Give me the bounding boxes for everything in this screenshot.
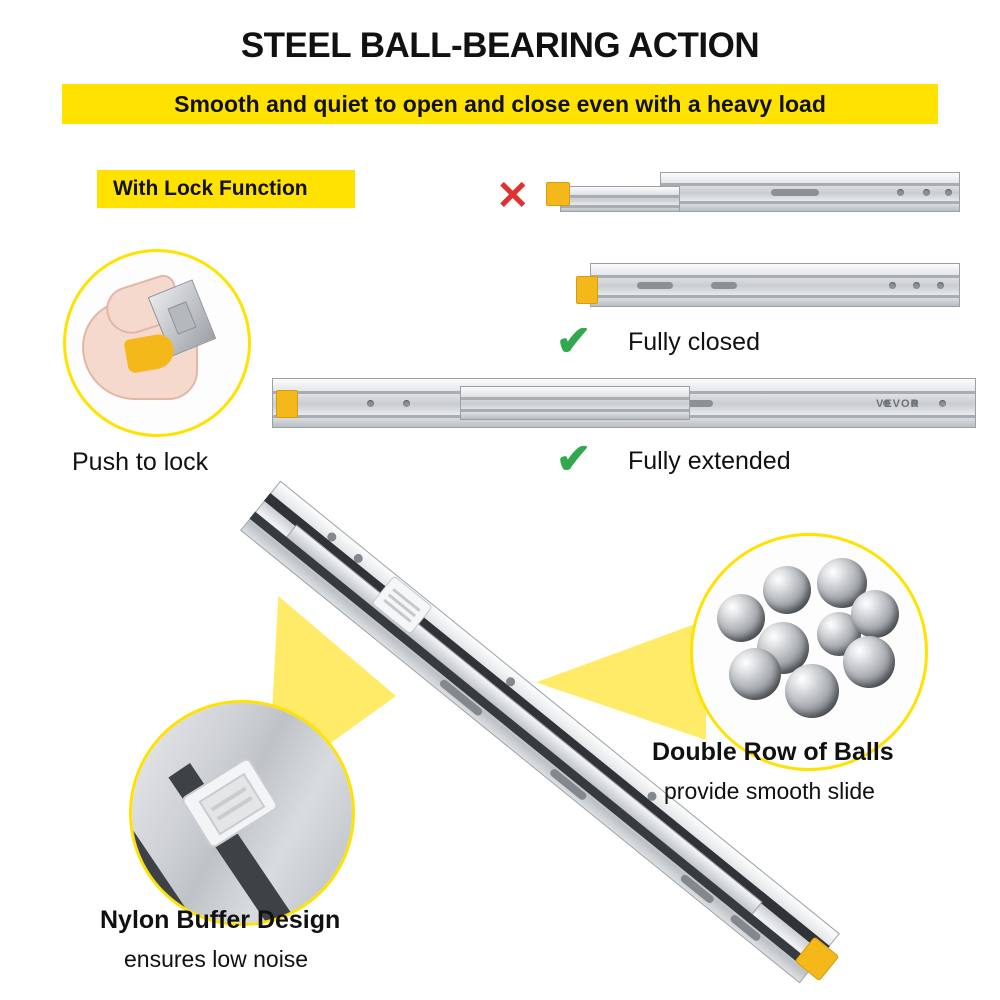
rail-hole bbox=[897, 189, 904, 196]
yellow-lock-tab bbox=[276, 390, 298, 418]
rail-hole bbox=[937, 282, 944, 289]
rail-hole bbox=[367, 400, 374, 407]
rail-inner-extended bbox=[460, 386, 690, 420]
yellow-lock-tab bbox=[576, 276, 598, 304]
steel-ball bbox=[717, 594, 765, 642]
steel-ball bbox=[851, 590, 899, 638]
rail-groove bbox=[461, 409, 689, 412]
steel-ball bbox=[763, 566, 811, 614]
rail-groove bbox=[591, 295, 959, 298]
nylon-buffer-title: Nylon Buffer Design bbox=[100, 906, 341, 934]
steel-ball bbox=[729, 648, 781, 700]
push-to-lock-illustration bbox=[63, 249, 251, 437]
check-icon-closed: ✔ bbox=[556, 317, 592, 364]
rail-hole bbox=[945, 189, 952, 196]
lock-function-badge bbox=[97, 170, 355, 208]
rail-inner-state-wrong bbox=[560, 186, 680, 212]
nylon-buffer-subtitle: ensures low noise bbox=[124, 946, 309, 972]
fully-extended-caption: Fully extended bbox=[628, 447, 791, 475]
cross-icon: ✕ bbox=[496, 174, 530, 218]
page-title: STEEL BALL-BEARING ACTION bbox=[240, 26, 760, 65]
rail-slot bbox=[771, 189, 819, 196]
rail-hole bbox=[913, 282, 920, 289]
rail-hole bbox=[403, 400, 410, 407]
rail-groove bbox=[461, 397, 689, 400]
brand-logo: VEVOR bbox=[876, 398, 920, 410]
lock-function-label: With Lock Function bbox=[113, 177, 308, 200]
yellow-lock-tab bbox=[546, 182, 570, 206]
slide-intermediate-member bbox=[285, 524, 763, 916]
double-row-balls-subtitle: provide smooth slide bbox=[664, 778, 875, 804]
rail-hole bbox=[889, 282, 896, 289]
check-icon-extended: ✔ bbox=[556, 435, 592, 482]
rail-slot bbox=[637, 282, 673, 289]
steel-ball bbox=[843, 636, 895, 688]
rail-hole bbox=[939, 400, 946, 407]
steel-ball bbox=[785, 664, 839, 718]
subtitle-text: Smooth and quiet to open and close even with a heavy load bbox=[174, 90, 826, 117]
double-row-balls-title: Double Row of Balls bbox=[652, 738, 894, 766]
rail-groove bbox=[661, 183, 959, 186]
double-row-balls-illustration bbox=[690, 533, 928, 771]
push-to-lock-caption: Push to lock bbox=[72, 448, 209, 476]
fully-closed-caption: Fully closed bbox=[628, 328, 760, 356]
rail-hole bbox=[923, 189, 930, 196]
rail-groove bbox=[561, 195, 679, 198]
rail-groove bbox=[661, 201, 959, 204]
rail-outer-state-wrong bbox=[660, 172, 960, 212]
rail-state-closed bbox=[590, 263, 960, 307]
rail-slot bbox=[711, 282, 737, 289]
rail-groove bbox=[591, 275, 959, 278]
rail-groove bbox=[561, 205, 679, 208]
subtitle-banner bbox=[62, 84, 938, 124]
nylon-buffer-illustration bbox=[129, 700, 355, 926]
